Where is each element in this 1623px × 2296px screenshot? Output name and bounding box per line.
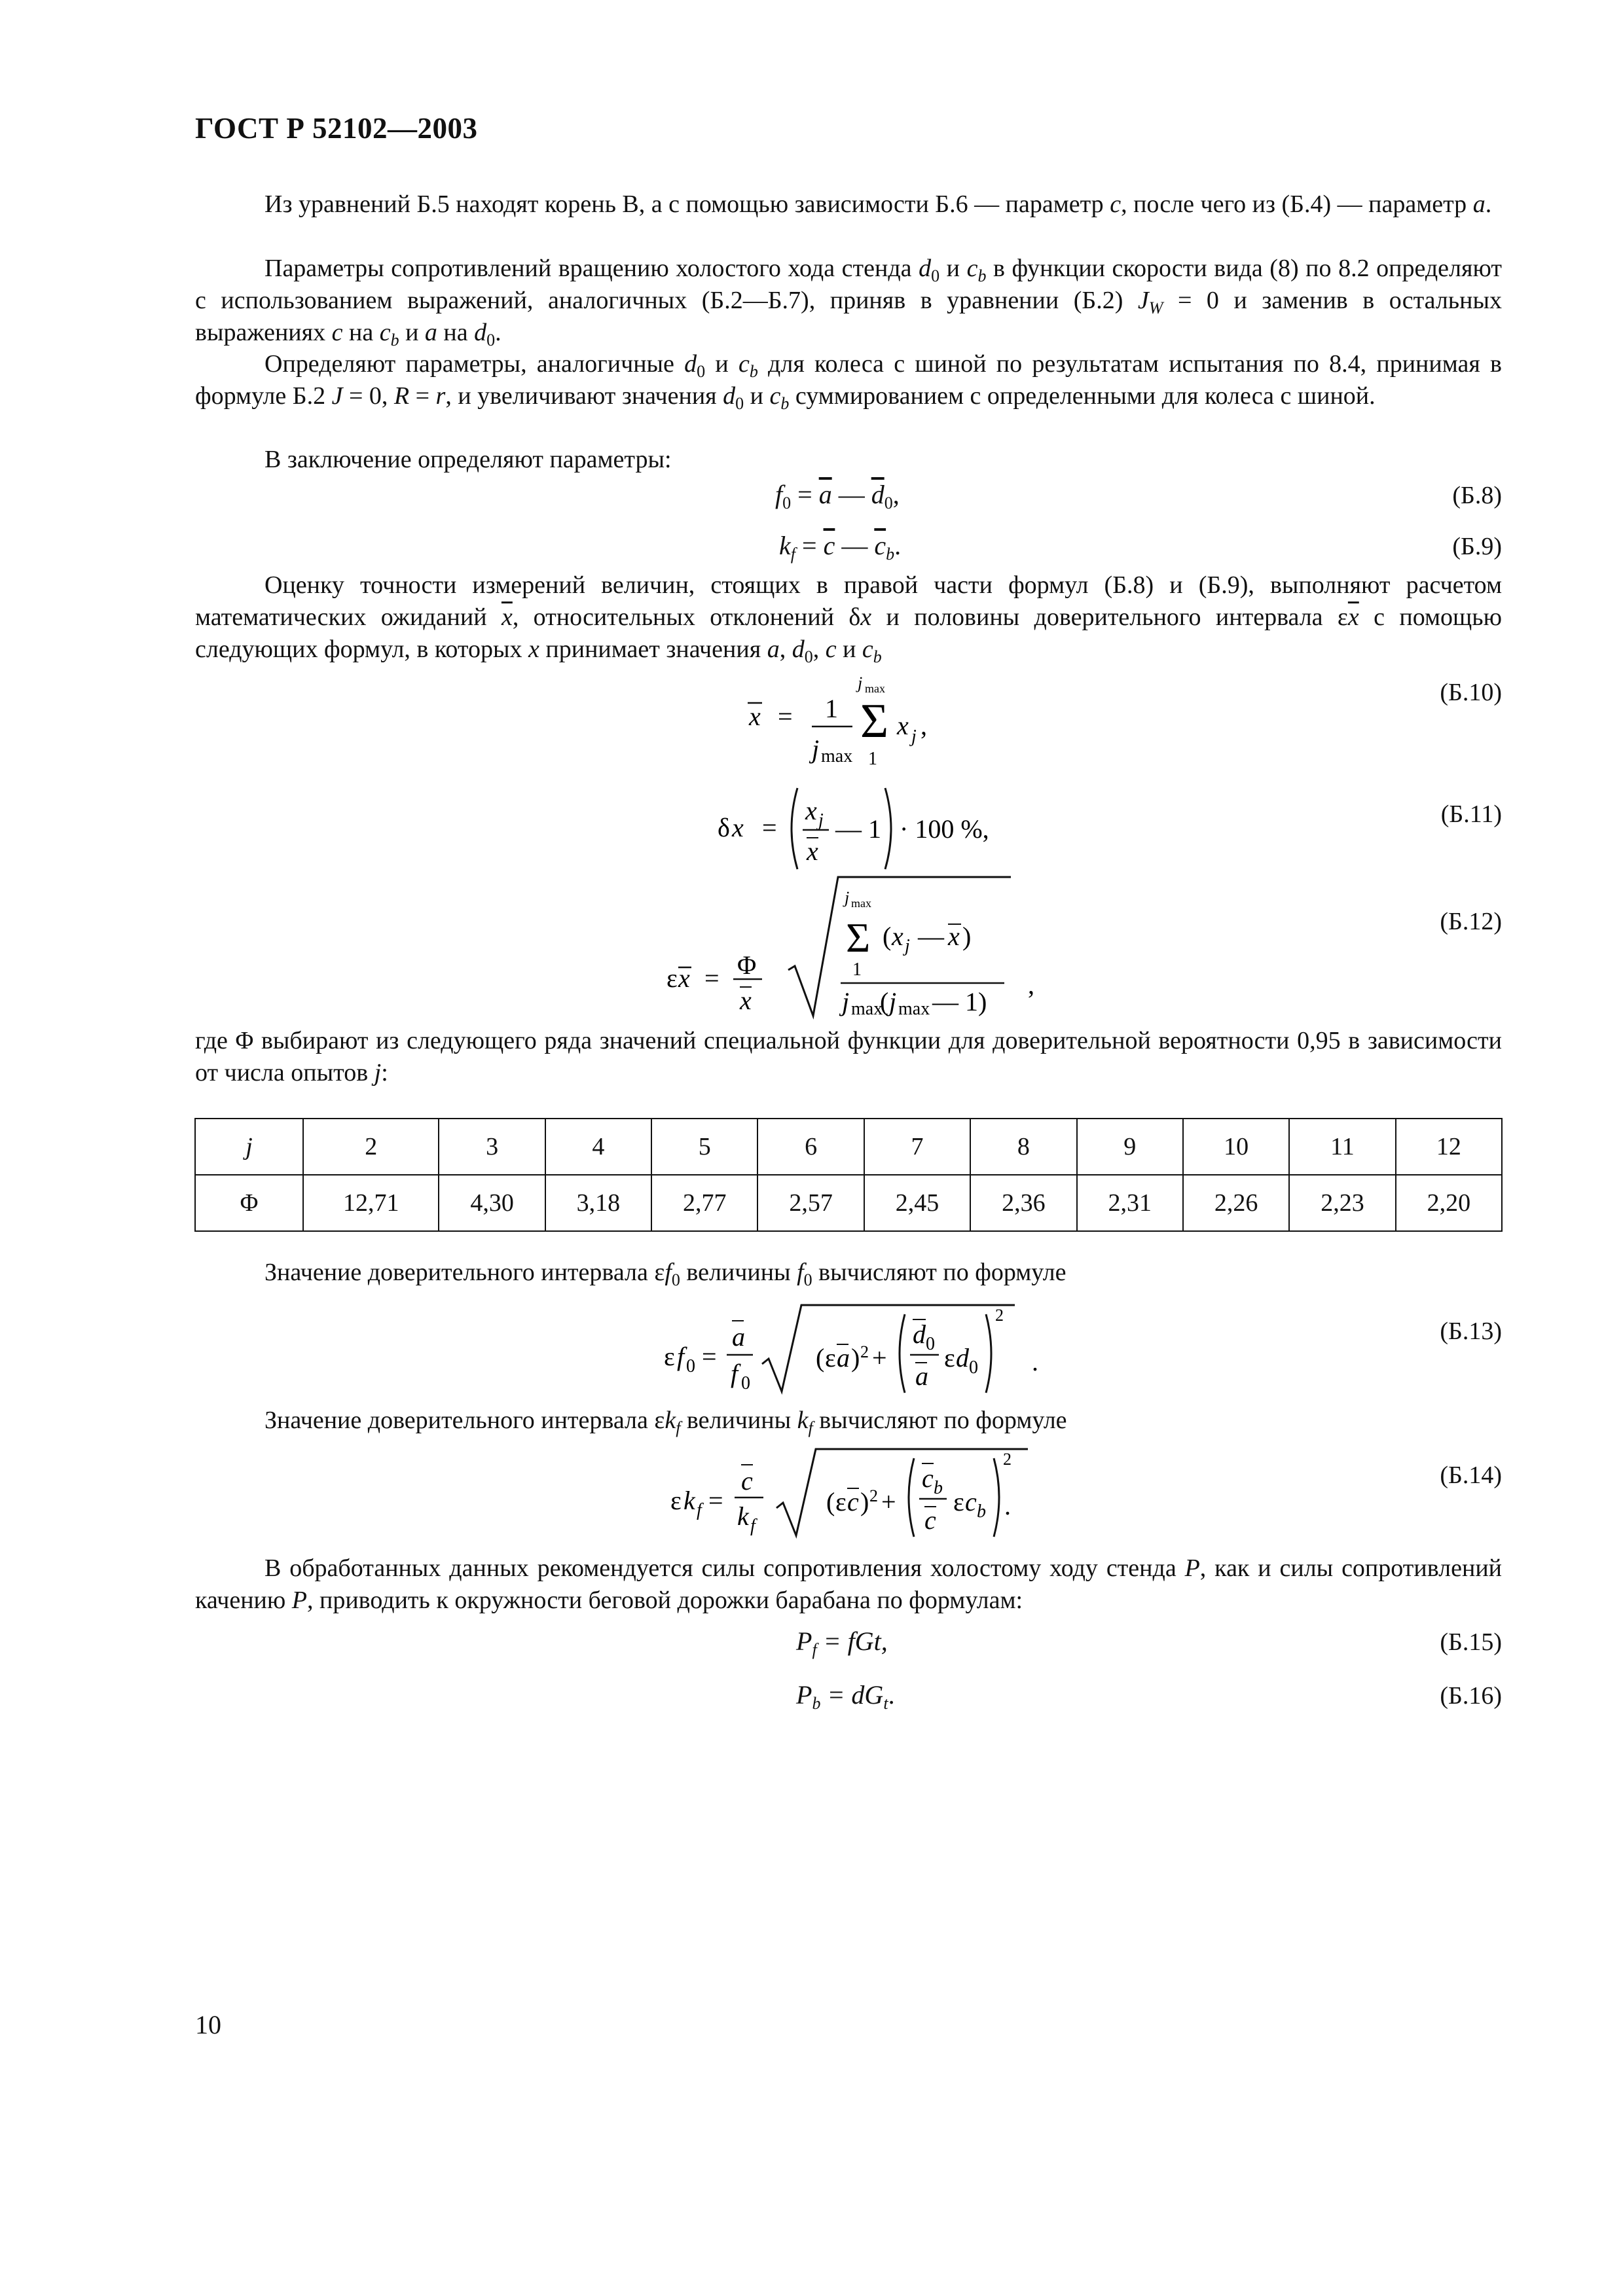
paragraph-3: Определяют параметры, аналогичные $d_0$ и $c_b$ для колеса с шиной по результатам испытания по 8.4, принимая в формуле Б.2 J = 0, R = r, и увеличивают значения $d_0$ и $c_b$ суммированием с определенными для колеса с шиной. — [195, 350, 1503, 413]
svg-text:0: 0 — [969, 1357, 978, 1378]
svg-text:0: 0 — [926, 1334, 935, 1354]
svg-text:· 100 %,: · 100 %, — [900, 814, 989, 844]
equation-number-b11: (Б.11) — [1440, 800, 1502, 828]
table-cell: 2,26 — [1183, 1175, 1289, 1231]
svg-text:x: x — [805, 796, 817, 825]
svg-text:.: . — [1004, 1491, 1011, 1520]
svg-text:— 1): — 1) — [932, 987, 987, 1016]
svg-text:j: j — [905, 936, 910, 956]
equation-b9: $k_f = \overline{c}$ — $\overline{c}_b$. — [779, 531, 902, 564]
svg-text:f: f — [750, 1516, 756, 1536]
svg-text:k: k — [737, 1501, 749, 1531]
phi-values-table — [194, 1118, 1503, 1232]
table-cell: 2,36 — [970, 1175, 1076, 1231]
equation-b13 — [661, 1301, 1054, 1399]
svg-text:x: x — [897, 711, 909, 740]
svg-text:ε: ε — [664, 1342, 675, 1371]
svg-text:1: 1 — [868, 749, 877, 769]
table-cell: 5 — [651, 1119, 757, 1175]
paragraph-4: В заключение определяют параметры: — [264, 446, 672, 473]
svg-text:0: 0 — [686, 1356, 695, 1376]
svg-text:c: c — [741, 1466, 753, 1496]
svg-text:a: a — [915, 1361, 928, 1391]
standard-designation: ГОСТ Р 52102—2003 — [195, 112, 478, 145]
svg-text:2: 2 — [1003, 1450, 1012, 1469]
svg-text:+: + — [872, 1343, 887, 1372]
table-cell: 4 — [545, 1119, 651, 1175]
svg-text:ε: ε — [944, 1343, 955, 1372]
svg-text:Σ: Σ — [846, 914, 871, 961]
table-cell: 12,71 — [303, 1175, 439, 1231]
svg-text:): ) — [851, 1343, 860, 1372]
svg-text:(: ( — [816, 1343, 825, 1372]
table-cell: 2,57 — [757, 1175, 864, 1231]
table-row-j — [195, 1119, 1502, 1175]
svg-text:a: a — [837, 1343, 850, 1372]
table-cell: 2,31 — [1077, 1175, 1183, 1231]
table-cell: 3,18 — [545, 1175, 651, 1231]
paragraph-1: Из уравнений Б.5 находят корень В, а с помощью зависимости Б.6 — параметр c, после чего из (Б.4) — параметр a. — [264, 190, 1492, 218]
equation-number-b8: (Б.8) — [1452, 482, 1502, 509]
svg-text:ε: ε — [825, 1343, 836, 1372]
table-cell: 2,23 — [1289, 1175, 1395, 1231]
svg-text:0: 0 — [741, 1373, 750, 1393]
svg-text:2: 2 — [995, 1306, 1004, 1325]
svg-text:x: x — [892, 922, 903, 951]
svg-text:c: c — [965, 1487, 977, 1516]
svg-text:ε: ε — [953, 1487, 964, 1516]
table-cell: 6 — [757, 1119, 864, 1175]
svg-text:=: = — [778, 702, 793, 731]
equation-number-b16: (Б.16) — [1440, 1682, 1502, 1710]
svg-text:.: . — [1032, 1347, 1038, 1376]
table-cell: 8 — [970, 1119, 1076, 1175]
svg-text:=: = — [762, 813, 777, 842]
svg-text:d: d — [956, 1343, 969, 1372]
table-header-phi: Φ — [195, 1175, 303, 1231]
paragraph-7: Значение доверительного интервала $\varepsilon f_0$ величины $f_0$ вычисляют по формуле — [264, 1259, 1067, 1289]
paragraph-2: Параметры сопротивлений вращению холостого хода стенда $d_0$ и $c_b$ в функции скорости вида (8) по 8.2 определяют с использованием выражений, аналогичных (Б.2—Б.7), приняв в уравнении (Б.2) $J_W = 0$ и заменив в остальных выражениях c на $c_b$ и a на $d_0$. — [195, 255, 1503, 350]
svg-text:1: 1 — [852, 960, 862, 980]
svg-text:f: f — [731, 1359, 739, 1388]
table-cell: 2,45 — [864, 1175, 970, 1231]
equation-b15: $P_f$ = fGt, — [796, 1626, 888, 1659]
table-cell: 2 — [303, 1119, 439, 1175]
table-cell: 2,20 — [1396, 1175, 1502, 1231]
table-cell: 10 — [1183, 1119, 1289, 1175]
svg-text:— 1: — 1 — [835, 814, 881, 844]
svg-text:k: k — [684, 1486, 695, 1515]
paragraph-8: Значение доверительного интервала $\varepsilon k_f$ величины $k_f$ вычисляют по формуле — [264, 1407, 1067, 1437]
svg-text:max: max — [851, 999, 883, 1019]
svg-text:max: max — [821, 746, 853, 766]
svg-text:=: = — [702, 1342, 717, 1371]
svg-text:x: x — [749, 702, 761, 731]
equation-number-b9: (Б.9) — [1452, 533, 1502, 560]
svg-text:max: max — [851, 897, 871, 910]
svg-text:x: x — [732, 813, 744, 842]
svg-text:ε: ε — [835, 1487, 847, 1516]
svg-text:(: ( — [826, 1487, 835, 1516]
equation-number-b10: (Б.10) — [1440, 679, 1502, 706]
equation-b10 — [740, 674, 956, 779]
svg-text:f: f — [677, 1342, 685, 1371]
svg-text:d: d — [913, 1319, 926, 1349]
svg-text:c: c — [924, 1505, 936, 1535]
equation-b11 — [714, 783, 1002, 874]
svg-text:max: max — [898, 999, 930, 1019]
table-cell: 7 — [864, 1119, 970, 1175]
paragraph-6: где Φ выбирают из следующего ряда значений специальной функции для доверительной вероятности 0,95 в зависимости от числа опытов j: — [195, 1027, 1502, 1086]
equation-b14 — [668, 1445, 1061, 1543]
svg-text:(: ( — [880, 987, 889, 1016]
svg-text:c: c — [922, 1463, 934, 1493]
svg-text:f: f — [697, 1500, 702, 1520]
svg-text:δ: δ — [718, 813, 730, 842]
table-cell: 9 — [1077, 1119, 1183, 1175]
equation-b16: $P_b = dG_t$. — [796, 1680, 895, 1713]
svg-text:(: ( — [883, 922, 892, 951]
equation-b8: $f_0 = \overline{a}$ — $\overline{d}_0$, — [775, 480, 900, 512]
svg-text:j: j — [889, 987, 897, 1016]
svg-text:—: — — [918, 922, 944, 951]
svg-text:j: j — [911, 726, 917, 747]
svg-text:ε: ε — [666, 963, 678, 993]
equation-number-b15: (Б.15) — [1440, 1628, 1502, 1656]
svg-text:2: 2 — [869, 1486, 878, 1505]
svg-text:x: x — [807, 836, 818, 866]
equation-number-b14: (Б.14) — [1440, 1462, 1502, 1489]
svg-text:=: = — [704, 963, 720, 993]
svg-text:b: b — [977, 1501, 986, 1522]
table-row-phi — [195, 1175, 1502, 1231]
svg-text:ε: ε — [670, 1486, 682, 1515]
equation-number-b12: (Б.12) — [1440, 908, 1502, 935]
svg-text:1: 1 — [825, 694, 838, 723]
svg-text:j: j — [812, 734, 820, 764]
svg-text:j: j — [818, 810, 824, 831]
table-cell: 4,30 — [439, 1175, 545, 1231]
table-cell: 3 — [439, 1119, 545, 1175]
svg-text:b: b — [934, 1478, 943, 1498]
svg-text:x: x — [948, 922, 960, 951]
table-cell: 12 — [1396, 1119, 1502, 1175]
page-number: 10 — [195, 2010, 221, 2039]
svg-text:=: = — [708, 1486, 723, 1515]
svg-text:j: j — [842, 987, 850, 1016]
svg-text:): ) — [860, 1487, 869, 1516]
paragraph-5: Оценку точности измерений величин, стоящих в правой части формул (Б.8) и (Б.9), выполняют расчетом математических ожиданий $\overline{x}$, относительных отклонений δx и половины доверительного интервала $\varepsilon\overline{x}$ с помощью следующих формул, в которых x принимает значения a, $d_0$, c и $c_b$ — [195, 571, 1502, 666]
table-header-j: j — [195, 1119, 303, 1175]
svg-text:): ) — [962, 922, 972, 951]
equation-number-b13: (Б.13) — [1440, 1318, 1502, 1345]
svg-text:+: + — [881, 1487, 896, 1516]
svg-text:Σ: Σ — [860, 694, 889, 748]
svg-text:2: 2 — [860, 1342, 869, 1361]
svg-text:j: j — [858, 674, 863, 692]
table-cell: 2,77 — [651, 1175, 757, 1231]
paragraph-9: В обработанных данных рекомендуется силы сопротивления холостому ходу стенда P, как и силы сопротивлений качению P, приводить к окружности беговой дорожки барабана по формулам: — [195, 1554, 1502, 1614]
equation-b12 — [661, 872, 1054, 1022]
svg-text:Φ: Φ — [737, 950, 757, 980]
svg-text:max: max — [865, 682, 885, 695]
svg-text:a: a — [732, 1322, 745, 1352]
svg-text:x: x — [740, 986, 752, 1015]
svg-text:c: c — [847, 1487, 859, 1516]
svg-text:,: , — [921, 711, 927, 740]
svg-text:j: j — [845, 888, 850, 907]
svg-text:,: , — [1028, 970, 1034, 999]
svg-text:x: x — [678, 963, 690, 993]
table-cell: 11 — [1289, 1119, 1395, 1175]
